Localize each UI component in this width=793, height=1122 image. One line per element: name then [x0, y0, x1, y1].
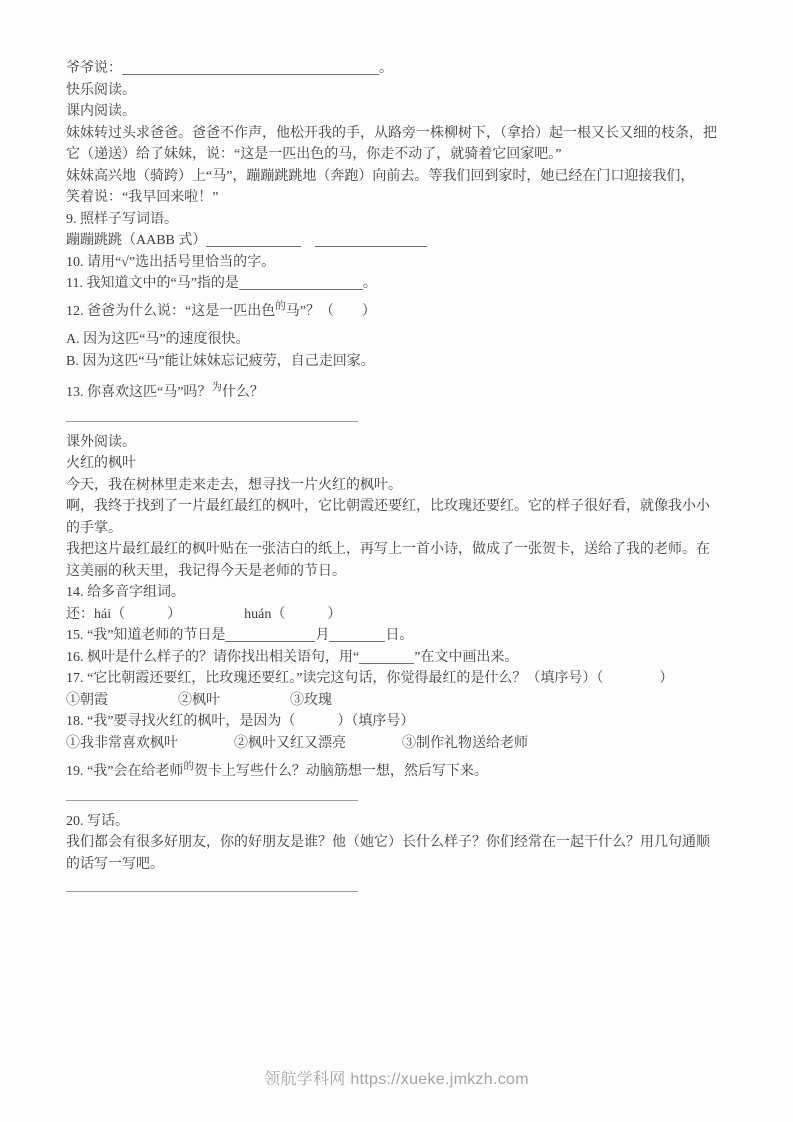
doc-line — [66, 475, 730, 497]
doc-line — [66, 187, 730, 209]
doc-line — [66, 690, 730, 712]
doc-text: 的手掌。 — [66, 520, 122, 536]
fill-in-blank — [206, 233, 301, 247]
doc-text: 还：hái（ ） huán（ ） — [66, 606, 342, 622]
doc-text: ”在文中画出来。 — [414, 649, 519, 665]
doc-text: 。 — [379, 61, 393, 76]
doc-text: 15. “我”知道老师的节日是 — [66, 628, 226, 643]
doc-line — [66, 496, 730, 518]
doc-text: 13. 你喜欢这匹“马”吗？ — [66, 385, 212, 400]
blank-line-spacer — [66, 372, 730, 382]
doc-line — [66, 58, 730, 80]
doc-line — [66, 582, 730, 604]
doc-text: 12. 爸爸为什么说：“这是一匹出色 — [66, 303, 276, 319]
doc-line — [66, 252, 730, 274]
doc-text: 笑着说：“我早回来啦！” — [66, 190, 219, 205]
doc-line — [66, 604, 730, 626]
document-body — [66, 58, 730, 902]
doc-text: 我们都会有很多好朋友，你的好朋友是谁？他（她它）长什么样子？你们经常在一起干什么？用几句通顺 — [66, 835, 710, 850]
doc-line — [66, 668, 730, 690]
doc-line — [66, 539, 730, 561]
fill-in-blank — [122, 61, 379, 75]
fill-in-blank — [225, 628, 315, 642]
doc-text: 贺卡上写些什么？动脑筋想一想，然后写下来。 — [193, 764, 488, 779]
doc-line — [66, 854, 730, 876]
footer-watermark — [0, 1066, 793, 1089]
doc-line — [66, 711, 730, 733]
doc-line — [66, 301, 730, 324]
answer-blank-line — [66, 800, 358, 801]
fill-in-blank — [239, 276, 363, 290]
doc-line — [66, 101, 730, 123]
doc-text: 课内阅读。 — [66, 104, 136, 119]
doc-text: 9. 照样子写词语。 — [66, 211, 178, 227]
doc-text: 19. “我”会在给老师 — [66, 764, 184, 779]
doc-text: 。 — [362, 276, 377, 291]
doc-text: B. 因为这匹“马”能让妹妹忘记疲劳，自己走回家。 — [66, 353, 375, 369]
superscript-char: 的 — [275, 300, 286, 312]
doc-line — [66, 453, 730, 475]
blank-line-spacer — [66, 754, 730, 761]
fill-in-blank — [359, 650, 414, 664]
doc-line — [66, 123, 730, 145]
doc-text: 什么？ — [221, 385, 264, 400]
doc-line — [66, 518, 730, 540]
doc-text: A. 因为这匹“马”的速度很快。 — [66, 332, 250, 347]
doc-line — [66, 625, 730, 647]
doc-line — [66, 733, 730, 755]
doc-text: ①朝霞 ②枫叶 ③玫瑰 — [66, 692, 332, 708]
doc-text: 14. 给多音字组词。 — [66, 585, 185, 600]
doc-line — [66, 811, 730, 833]
doc-line — [66, 432, 730, 454]
doc-text: 10. 请用“√”选出括号里恰当的字。 — [66, 254, 276, 270]
doc-line — [66, 144, 730, 166]
footer-site-url: https://xueke.jmkzh.com — [350, 1071, 529, 1088]
doc-text: 18. “我”要寻找火红的枫叶，是因为（ ）（填序号） — [66, 714, 415, 729]
doc-line — [66, 166, 730, 188]
doc-text: 马”？（ ） — [285, 303, 376, 319]
footer-site-name: 领航学科网 — [264, 1071, 346, 1088]
answer-blank-line — [66, 421, 358, 422]
doc-text: 的话写一写吧。 — [66, 856, 164, 872]
doc-line — [66, 647, 730, 669]
doc-line — [66, 561, 730, 583]
doc-line — [66, 382, 730, 405]
doc-line — [66, 329, 730, 351]
fill-in-blank — [315, 233, 427, 247]
doc-line — [66, 351, 730, 373]
doc-text — [301, 233, 315, 248]
fill-in-blank — [329, 628, 385, 642]
doc-text: 11. 我知道文中的“马”指的是 — [66, 276, 239, 291]
doc-text: 爷爷说： — [66, 61, 122, 76]
superscript-char: 的 — [183, 761, 194, 772]
doc-text: 课外阅读。 — [66, 434, 136, 450]
doc-line — [66, 273, 730, 295]
doc-text: 今天，我在树林里走来走去，想寻找一片火红的枫叶。 — [66, 477, 402, 493]
doc-text: 妹妹高兴地（骑跨）上“马”，蹦蹦跳跳地（奔跑）向前去。等我们回到家时，她已经在门口迎接我们， — [66, 168, 695, 184]
doc-line — [66, 80, 730, 102]
doc-text: 火红的枫叶 — [66, 456, 136, 471]
doc-line — [66, 209, 730, 231]
doc-line — [66, 832, 730, 854]
doc-text: 这美丽的秋天里，我记得今天是老师的节日。 — [66, 563, 346, 579]
doc-text: 我把这片最红最红的枫叶贴在一张洁白的纸上，再写上一首小诗，做成了一张贺卡，送给了我的老师。在 — [66, 542, 710, 557]
doc-text: 它（递送）给了妹妹，说：“这是一匹出色的马，你走不动了，就骑着它回家吧。” — [66, 147, 562, 162]
doc-text: 妹妹转过头求爸爸。爸爸不作声，他松开我的手，从路旁一株柳树下，（拿拾）起一根又长又细的枝条，把 — [66, 125, 717, 141]
doc-text: 蹦蹦跳跳（AABB 式） — [66, 233, 207, 248]
doc-text: 日。 — [385, 628, 414, 643]
doc-text: 16. 枫叶是什么样子的？请你找出相关语句，用“ — [66, 649, 360, 665]
answer-blank-line — [66, 891, 358, 892]
superscript-char: 为 — [211, 382, 222, 393]
doc-line — [66, 230, 730, 252]
doc-text: 月 — [315, 628, 330, 643]
doc-text: ①我非常喜欢枫叶 ②枫叶又红又漂亮 ③制作礼物送给老师 — [66, 735, 528, 751]
doc-text: 啊，我终于找到了一片最红最红的枫叶，它比朝霞还要红，比玫瑰还要红。它的样子很好看，就像我小小 — [66, 499, 710, 514]
doc-text: 20. 写话。 — [66, 813, 129, 829]
doc-line — [66, 761, 730, 784]
doc-text: 快乐阅读。 — [66, 82, 136, 98]
doc-text: 17. “它比朝霞还要红，比玫瑰还要红。”读完这句话，你觉得最红的是什么？（填序号）（ ） — [66, 671, 674, 686]
